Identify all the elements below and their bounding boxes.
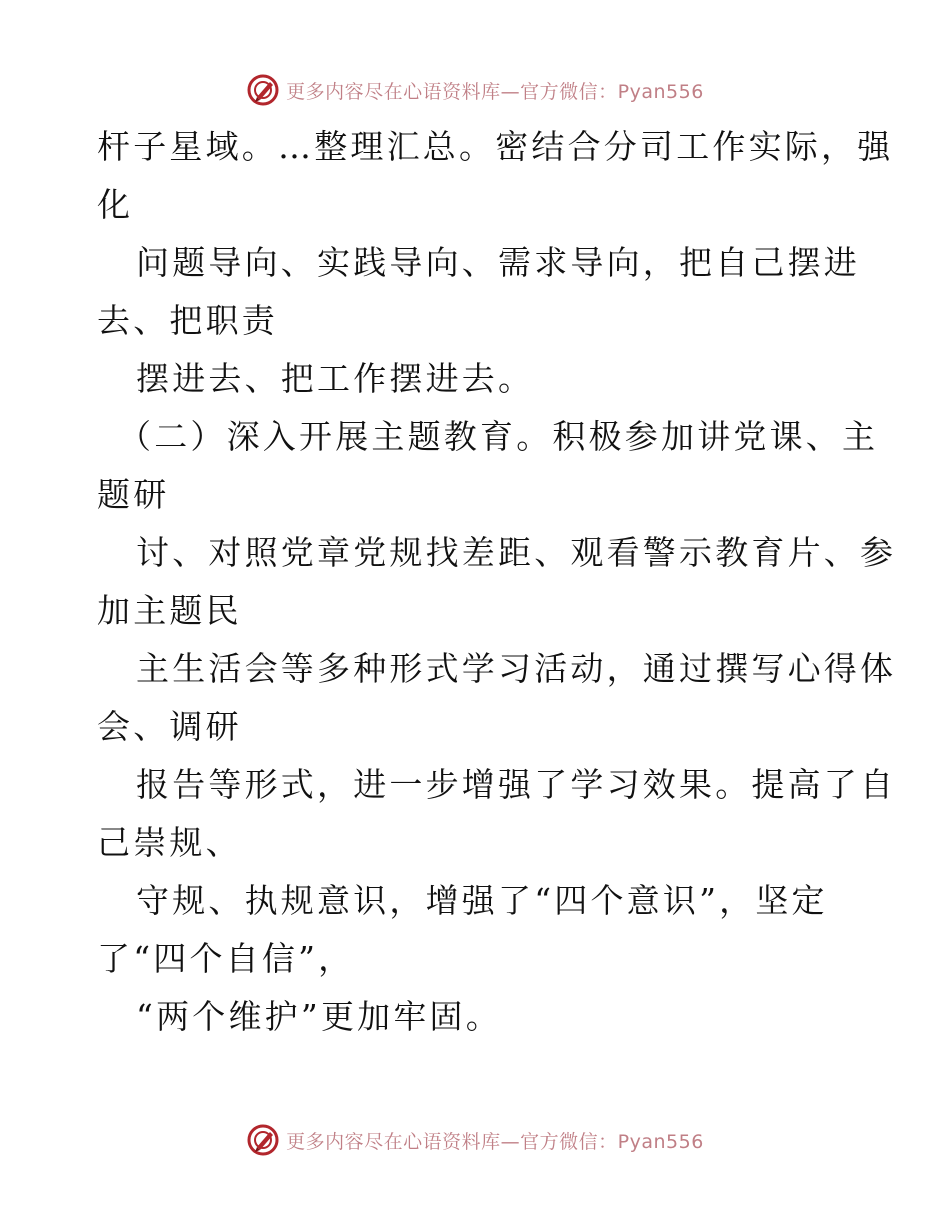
body-line: 报告等形式，进一步增强了学习效果。提高了自 [136, 765, 897, 804]
body-line: 己崇规、 [97, 823, 242, 862]
header-banner-text: 更多内容尽在心语资料库—官方微信：Pyan556 [286, 80, 704, 103]
pen-logo-icon [246, 1123, 280, 1157]
body-line: “两个维护”更加牢固。 [136, 997, 502, 1036]
body-line: 会、调研 [97, 707, 242, 746]
body-line: 加主题民 [97, 591, 242, 630]
header-watermark-banner [0, 70, 950, 110]
body-line: 问题导向、实践导向、需求导向，把自己摆进 [136, 243, 860, 282]
body-line: 去、把职责 [97, 301, 278, 340]
body-line: 题研 [97, 475, 170, 514]
footer-watermark-banner [0, 1120, 950, 1160]
body-line: 化 [97, 185, 134, 224]
footer-banner-text: 更多内容尽在心语资料库—官方微信：Pyan556 [286, 1130, 704, 1153]
body-line: （二）深入开展主题教育。积极参加讲党课、主 [118, 417, 879, 456]
body-line: 守规、执规意识，增强了“四个意识”，坚定 [136, 881, 828, 920]
pen-logo-icon [246, 73, 280, 107]
body-line: 杆子星域。…整理汇总。密结合分司工作实际，强 [97, 127, 894, 166]
body-line: 主生活会等多种形式学习活动，通过撰写心得体 [136, 649, 897, 688]
body-line: 讨、对照党章党规找差距、观看警示教育片、参 [136, 533, 897, 572]
body-line: 摆进去、把工作摆进去。 [136, 359, 535, 398]
body-line: 了“四个自信”， [97, 939, 355, 978]
